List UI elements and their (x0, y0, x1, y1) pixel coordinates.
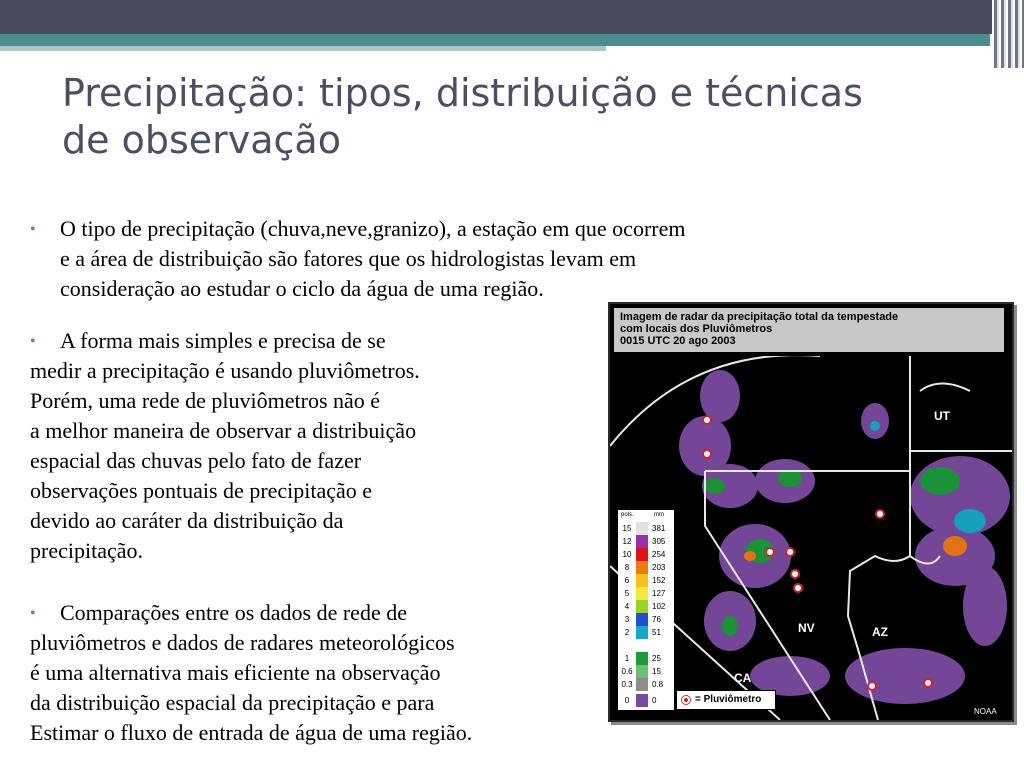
legend-mm: 51 (652, 628, 661, 637)
rain-gauge-icon (924, 679, 932, 687)
rain-gauge-icon (703, 416, 711, 424)
legend-pol: 6 (624, 576, 630, 585)
text-line: medir a precipitação é usando pluviômetros. (30, 358, 420, 383)
rain-gauge-icon (868, 682, 876, 690)
legend-swatch (636, 613, 648, 626)
legend-row (618, 535, 674, 548)
state-label-ca: CA (734, 671, 752, 685)
text-line: espacial das chuvas pelo fato de fazer (30, 448, 362, 473)
header-bar-dark (0, 0, 1024, 34)
legend-row (618, 613, 674, 626)
legend-row (618, 600, 674, 613)
text-line: Comparações entre os dados de rede de (60, 600, 407, 625)
legend-mm: 203 (652, 563, 666, 572)
bullet-icon: • (30, 605, 36, 622)
rain-gauge-icon (876, 510, 884, 518)
legend-swatch (636, 694, 648, 707)
legend-row (618, 694, 674, 707)
legend-mm: 254 (652, 550, 666, 559)
legend-mm: 25 (652, 654, 661, 663)
title-line-2: de observação (62, 118, 341, 162)
legend-pol: 4 (624, 602, 630, 611)
legend-header-pols: pols. (621, 512, 634, 518)
text-line: Estimar o fluxo de entrada de água de uma região. (30, 720, 473, 745)
legend-swatch (636, 522, 648, 535)
legend-mm: 0.8 (652, 680, 664, 689)
legend-row (618, 626, 674, 639)
rain-gauge-icon (703, 450, 711, 458)
header-decorative-strips (992, 0, 1024, 68)
header-bar-teal (0, 34, 990, 46)
legend-row (618, 574, 674, 587)
paragraph-tipos (30, 214, 930, 304)
legend-pol: 5 (624, 589, 630, 598)
bullet-icon: • (30, 221, 36, 238)
legend-pol: 10 (622, 550, 632, 559)
noaa-credit: NOAA (974, 707, 997, 716)
paragraph-pluviometros (30, 326, 630, 566)
legend-mm: 152 (652, 576, 666, 585)
legend-swatch (636, 600, 648, 613)
text-line: e a área de distribuição são fatores que os hidrologistas levam em (60, 246, 637, 271)
text-line: da distribuição espacial da precipitação e para (30, 690, 435, 715)
rain-gauge-legend-label: = Pluviômetro (695, 694, 762, 705)
text-line: devido ao caráter da distribuição da (30, 508, 344, 533)
legend-row (618, 561, 674, 574)
legend-pol: 1 (624, 654, 630, 663)
legend-pol: 8 (624, 563, 630, 572)
legend-row (618, 665, 674, 678)
legend-header (618, 512, 674, 520)
legend-row (618, 652, 674, 665)
caption-line: com locais dos Pluviômetros (620, 323, 773, 335)
rain-gauge-icon (791, 570, 799, 578)
legend-swatch (636, 535, 648, 548)
legend-swatch (636, 665, 648, 678)
caption-line: 0015 UTC 20 ago 2003 (620, 335, 736, 347)
legend-mm: 102 (652, 602, 666, 611)
text-line: precipitação. (30, 538, 143, 563)
bullet-icon: • (30, 333, 36, 350)
text-line: é uma alternativa mais eficiente na observação (30, 660, 441, 685)
rain-gauge-icon (794, 584, 802, 592)
legend-pol: 3 (624, 615, 630, 624)
text-line: consideração ao estudar o ciclo da água de uma região. (60, 276, 544, 301)
text-line: observações pontuais de precipitação e (30, 478, 373, 503)
header-bar-light (0, 46, 606, 51)
legend-mm: 127 (652, 589, 666, 598)
legend-pol: 0.6 (621, 667, 633, 676)
legend-swatch (636, 587, 648, 600)
title-line-1: Precipitação: tipos, distribuição e técnicas (62, 71, 863, 115)
rain-gauge-icon (786, 548, 794, 556)
legend-row (618, 522, 674, 535)
legend-pol: 2 (624, 628, 630, 637)
state-label-az: AZ (872, 625, 888, 639)
rain-gauge-icon (681, 695, 691, 705)
legend-swatch (636, 548, 648, 561)
precipitation-legend (618, 510, 674, 710)
paragraph-radares (30, 598, 650, 748)
text-line: O tipo de precipitação (chuva,neve,granizo), a estação em que ocorrem (60, 216, 686, 241)
text-line: a melhor maneira de observar a distribuição (30, 418, 417, 443)
radar-figure (608, 302, 1014, 722)
legend-swatch (636, 561, 648, 574)
rain-gauge-legend (676, 690, 776, 710)
radar-caption (614, 308, 1004, 352)
legend-mm: 0 (652, 696, 657, 705)
legend-row (618, 678, 674, 691)
legend-swatch (636, 652, 648, 665)
text-line: Porém, uma rede de pluviômetros não é (30, 388, 381, 413)
state-label-ut: UT (934, 409, 950, 423)
legend-mm: 381 (652, 524, 666, 533)
caption-line: Imagem de radar da precipitação total da tempestade (620, 311, 899, 323)
legend-header-mm: mm (654, 512, 664, 518)
state-label-nv: NV (798, 621, 815, 635)
legend-mm: 305 (652, 537, 666, 546)
legend-mm: 15 (652, 667, 661, 676)
precipitation-areas (679, 370, 1010, 704)
legend-pol: 0 (624, 696, 630, 705)
legend-swatch (636, 678, 648, 691)
legend-row (618, 548, 674, 561)
legend-pol: 0.3 (621, 680, 633, 689)
legend-swatch (636, 626, 648, 639)
slide-title (62, 70, 962, 164)
text-line: pluviômetros e dados de radares meteorológicos (30, 630, 455, 655)
legend-row (618, 587, 674, 600)
legend-pol: 12 (622, 537, 632, 546)
legend-swatch (636, 574, 648, 587)
text-line: A forma mais simples e precisa de se (60, 328, 386, 353)
legend-mm: 76 (652, 615, 661, 624)
legend-pol: 15 (622, 524, 632, 533)
rain-gauge-icon (766, 548, 774, 556)
